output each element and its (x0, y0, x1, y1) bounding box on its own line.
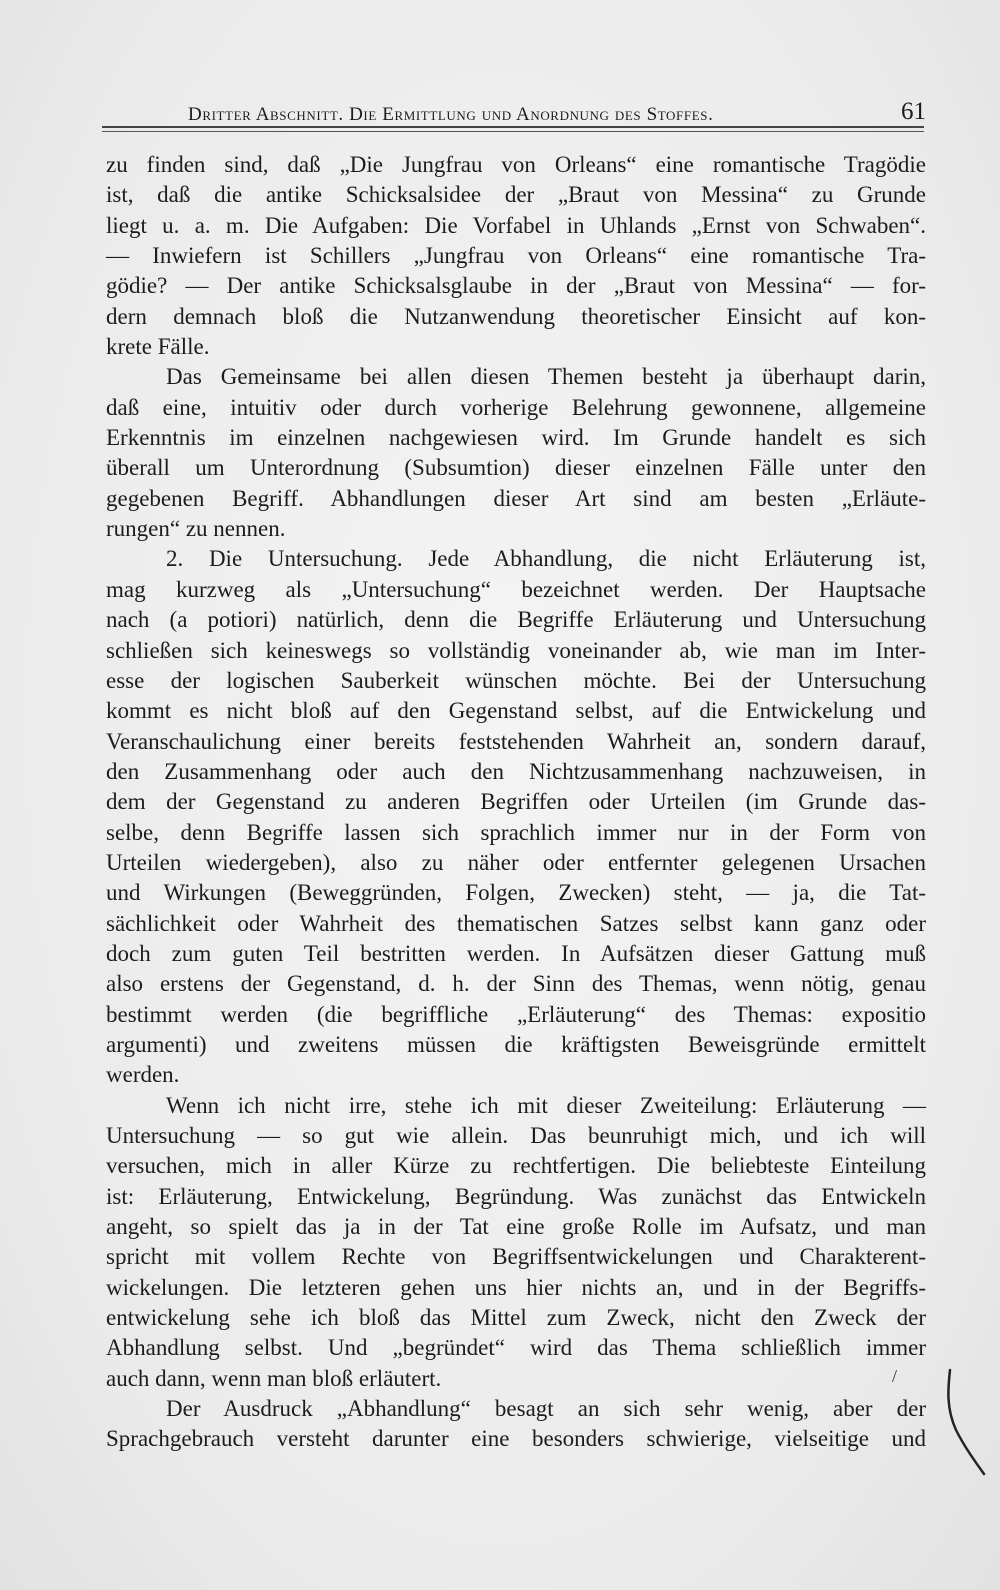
page-number: 61 (901, 98, 926, 125)
text-line: ist: Erläuterung, Entwickelung, Begründung. Was zunächst das Entwickeln (106, 1183, 926, 1209)
text-line: mag kurzweg als „Untersuchung“ bezeichnet werden. Der Hauptsache (106, 576, 926, 602)
text-line: den Zusammenhang oder auch den Nichtzusammenhang nachzuweisen, in (106, 758, 926, 784)
text-line: Sprachgebrauch versteht darunter eine besonders schwierige, vielseitige und (106, 1426, 926, 1452)
text-line: wickelungen. Die letzteren gehen uns hier nichts an, und in der Begriffs- (106, 1274, 926, 1300)
text-line: zu finden sind, daß „Die Jungfrau von Orleans“ eine romantische Tragödie (106, 152, 926, 177)
text-line: Der Ausdruck „Abhandlung“ besagt an sich sehr wenig, aber der (166, 1396, 926, 1422)
text-line: Erkenntnis im einzelnen nachgewiesen wird. Im Grunde handelt es sich (106, 425, 926, 451)
text-line: 2. Die Untersuchung. Jede Abhandlung, die nicht Erläuterung ist, (166, 546, 926, 572)
text-line: schließen sich keineswegs so vollständig voneinander ab, wie man im Inter- (106, 637, 926, 663)
text-line: bestimmt werden (die begriffliche „Erläuterung“ des Themas: expositio (106, 1001, 926, 1027)
text-line: spricht mit vollem Rechte von Begriffsentwickelungen und Charakterent- (106, 1244, 926, 1270)
margin-mark: / (892, 1366, 898, 1386)
running-title: Dritter Abschnitt. Die Ermittlung und Anordnung des Stoffes. (188, 104, 714, 125)
text-line: argumenti) und zweitens müssen die kräftigsten Beweisgründe ermittelt (106, 1031, 926, 1057)
body-text (106, 150, 926, 1455)
text-line: — Inwiefern ist Schillers „Jungfrau von Orleans“ eine romantische Tra- (106, 243, 926, 269)
text-line: daß eine, intuitiv oder durch vorherige Belehrung gewonnene, allgemeine (106, 394, 926, 420)
header-rule-thin (102, 131, 924, 132)
text-line: ist, daß die antike Schicksalsidee der „Braut von Messina“ zu Grunde (106, 182, 926, 208)
text-line: nach (a potiori) natürlich, denn die Begriffe Erläuterung und Untersuchung (106, 607, 926, 633)
running-head (108, 86, 926, 126)
text-line: Urteilen wiedergeben), also zu näher oder entfernter gelegenen Ursachen (106, 849, 926, 875)
text-line: versuchen, mich in aller Kürze zu rechtfertigen. Die beliebteste Einteilung (106, 1153, 926, 1179)
text-line: selbe, denn Begriffe lassen sich sprachlich immer nur in der Form von (106, 819, 926, 845)
text-line: und Wirkungen (Beweggründen, Folgen, Zwecken) steht, — ja, die Tat- (106, 880, 926, 906)
text-line: gegebenen Begriff. Abhandlungen dieser Art sind am besten „Erläute- (106, 485, 926, 511)
text-line: auch dann, wenn man bloß erläutert. (106, 1365, 442, 1391)
text-line: Wenn ich nicht irre, stehe ich mit dieser Zweiteilung: Erläuterung — (166, 1092, 926, 1118)
text-line: Veranschaulichung einer bereits feststehenden Wahrheit an, sondern darauf, (106, 728, 926, 754)
text-line: gödie? — Der antike Schicksalsglaube in der „Braut von Messina“ — for- (106, 273, 926, 299)
text-line: dern demnach bloß die Nutzanwendung theoretischer Einsicht auf kon- (106, 303, 926, 329)
text-line: rungen“ zu nennen. (106, 516, 286, 542)
text-line: Abhandlung selbst. Und „begründet“ wird das Thema schließlich immer (106, 1335, 926, 1361)
text-line: sächlichkeit oder Wahrheit des thematischen Satzes selbst kann ganz oder (106, 910, 926, 936)
text-line: doch zum guten Teil bestritten werden. In Aufsätzen dieser Gattung muß (106, 940, 926, 966)
text-line: Das Gemeinsame bei allen diesen Themen besteht ja überhaupt darin, (166, 364, 926, 390)
text-line: dem der Gegenstand zu anderen Begriffen oder Urteilen (im Grunde das- (106, 789, 926, 815)
text-line: entwickelung sehe ich bloß das Mittel zum Zweck, nicht den Zweck der (106, 1305, 926, 1331)
text-line: krete Fälle. (106, 334, 210, 360)
text-line: esse der logischen Sauberkeit wünschen möchte. Bei der Untersuchung (106, 667, 926, 693)
text-line: Untersuchung — so gut wie allein. Das beunruhigt mich, und ich will (106, 1123, 926, 1148)
text-line: werden. (106, 1062, 180, 1088)
header-rule-thick (102, 126, 924, 128)
margin-pencil-stroke-icon (944, 1368, 994, 1478)
text-line: angeht, so spielt das ja in der Tat eine große Rolle im Aufsatz, und man (106, 1214, 926, 1240)
text-line: kommt es nicht bloß auf den Gegenstand selbst, auf die Entwickelung und (106, 698, 926, 724)
text-line: überall um Unterordnung (Subsumtion) dieser einzelnen Fälle unter den (106, 455, 926, 481)
text-line: also erstens der Gegenstand, d. h. der Sinn des Themas, wenn nötig, genau (106, 971, 926, 997)
text-line: liegt u. a. m. Die Aufgaben: Die Vorfabel in Uhlands „Ernst von Schwaben“. (106, 212, 926, 238)
